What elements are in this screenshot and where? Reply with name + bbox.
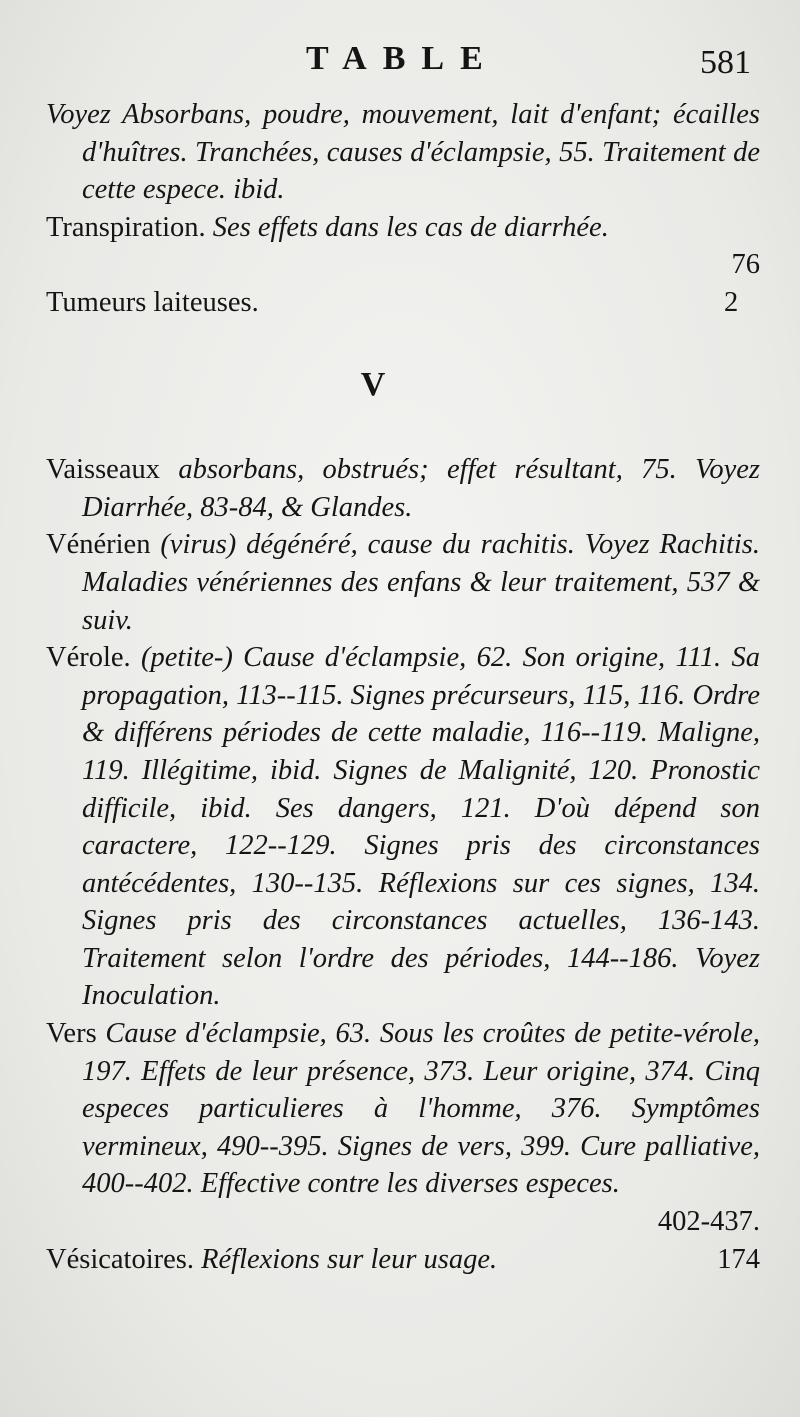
entry-text bbox=[46, 1241, 498, 1279]
entry-body: Cause d'éclampsie, 63. Sous les croûtes de petite-vérole, 197. Effets de leur présence, 373. Leur origine, 374. Cinq especes particulieres à l'homme, 376. Symptômes vermineux, 490--395. Signes de vers, 399. Cure palliative, 400--402. Effective contre les diverses especes. bbox=[82, 1018, 760, 1200]
entry-page-ref: 402-437. bbox=[657, 1206, 760, 1238]
entry-headword: Vénérien bbox=[46, 529, 151, 561]
entry-headword: Vésicatoires. bbox=[46, 1243, 194, 1275]
index-entry bbox=[46, 96, 760, 209]
index-text bbox=[46, 96, 760, 1278]
entry-body: Réflexions sur leur usage. bbox=[201, 1243, 498, 1275]
index-entry bbox=[46, 639, 760, 1015]
entry-page-ref: 174 bbox=[717, 1243, 760, 1275]
index-entry bbox=[46, 526, 760, 639]
index-entry bbox=[46, 1241, 760, 1279]
entry-body: (petite-) Cause d'éclampsie, 62. Son origine, 111. Sa propagation, 113--115. Signes précurseurs, 115, 116. Ordre & différens périodes de cette maladie, 116--119. Maligne, 119. Illégitime, ibid. Signes de Malignité, 120. Pronostic difficile, ibid. Ses dangers, 121. D'où dépend son caractere, 122--129. Signes pris des circonstances antécédentes, 130--135. Réflexions sur ces signes, 134. Signes pris des circonstances actuelles, 136-143. Traitement selon l'ordre des périodes, 144--186. Voyez Inoculation. bbox=[82, 642, 761, 1012]
entry-headword: Vaisseaux bbox=[46, 454, 160, 486]
index-entry bbox=[46, 451, 760, 526]
index-entry: Tumeurs laiteuses. 2 bbox=[46, 284, 760, 322]
entry-headword: Vers bbox=[46, 1018, 97, 1050]
entry-headword: Transpiration. bbox=[46, 211, 206, 243]
entry-body: Ses effets dans les cas de diarrhée. bbox=[212, 211, 609, 243]
entry-page-ref: 76 bbox=[731, 249, 760, 281]
entry-body: absorbans, obstrués; effet résultant, 75. Voyez Diarrhée, 83-84, & Glandes. bbox=[82, 454, 761, 523]
entry-body: (virus) dégénéré, cause du rachitis. Voyez Rachitis. Maladies vénériennes des enfans & leur traitement, 537 & suiv. bbox=[82, 529, 760, 636]
entry-headword: Vérole. bbox=[46, 642, 131, 674]
running-head-title: TABLE bbox=[306, 40, 499, 77]
entry-body: Voyez Absorbans, poudre, mouvement, lait d'enfant; écailles d'huîtres. Tranchées, causes d'éclampsie, 55. Traitement de cette espece. ibid. bbox=[46, 99, 760, 206]
section-letter: V bbox=[360, 365, 386, 403]
page-number: 581 bbox=[700, 44, 751, 81]
index-entry bbox=[46, 1015, 760, 1203]
running-head bbox=[0, 40, 800, 90]
entry-headword: Tumeurs laiteuses. bbox=[46, 286, 259, 318]
index-entry bbox=[46, 209, 760, 247]
